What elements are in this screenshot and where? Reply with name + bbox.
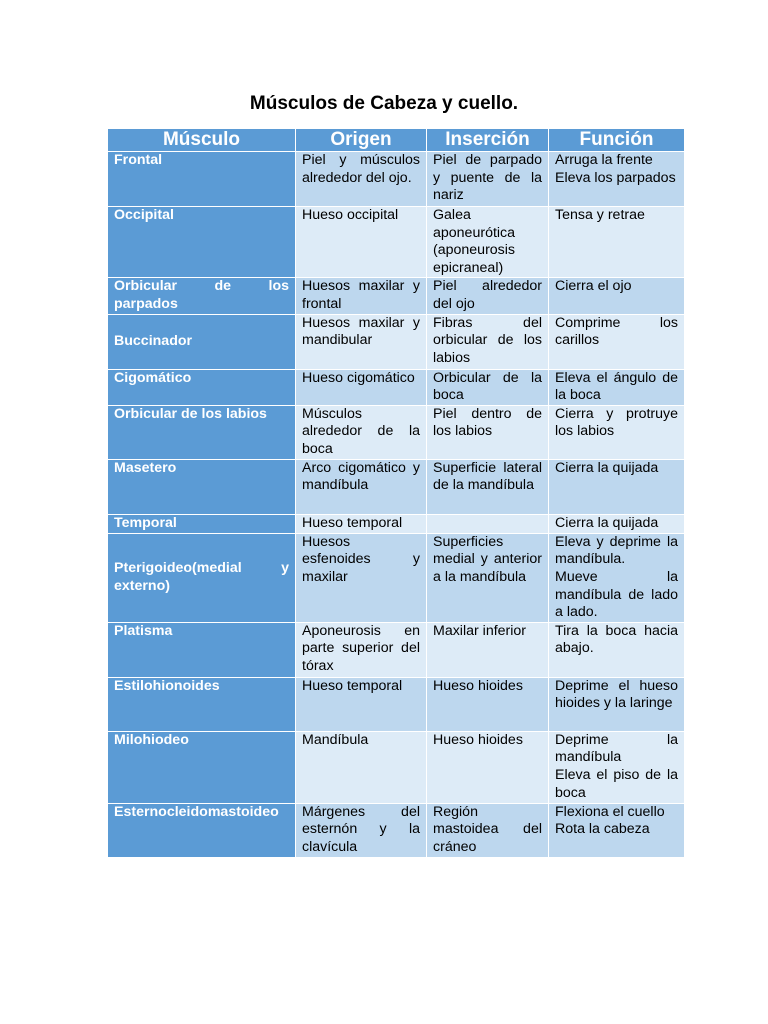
function-line: Tira la boca hacia abajo. <box>555 622 678 657</box>
function-cell <box>549 533 685 622</box>
function-line: Deprime el hueso hioides y la laringe <box>555 677 678 712</box>
origin-cell: Hueso cigomático <box>296 369 427 405</box>
column-header-origin: Origen <box>296 129 427 152</box>
table-row <box>108 152 685 207</box>
column-header-insertion: Inserción <box>427 129 549 152</box>
function-line: Cierra el ojo <box>555 278 632 295</box>
function-cell <box>549 278 685 314</box>
table-row <box>108 369 685 405</box>
muscle-name-cell: Pterigoideo(medial y externo) <box>108 533 296 622</box>
function-line: Cierra la quijada <box>555 459 659 476</box>
muscle-name-cell: Orbicular de los labios <box>108 405 296 459</box>
insertion-cell: Orbicular de la boca <box>427 369 549 405</box>
function-cell <box>549 207 685 278</box>
function-line: Eleva el piso de la boca <box>555 766 678 801</box>
muscle-name-cell: Platisma <box>108 622 296 677</box>
muscle-name-cell: Milohiodeo <box>108 731 296 803</box>
muscle-name-cell: Cigomático <box>108 369 296 405</box>
function-line: Eleva los parpados <box>555 169 676 186</box>
function-line: Eleva el ángulo de la boca <box>555 369 678 404</box>
insertion-cell: Galea aponeurótica (aponeurosis epicraneal) <box>427 207 549 278</box>
insertion-cell <box>427 514 549 533</box>
origin-cell: Arco cigomático y mandíbula <box>296 459 427 514</box>
page-title: Músculos de Cabeza y cuello. <box>249 93 519 114</box>
muscle-name-cell: Occipital <box>108 207 296 278</box>
table-row <box>108 677 685 731</box>
function-cell <box>549 514 685 533</box>
insertion-cell: Región mastoidea del cráneo <box>427 803 549 857</box>
function-line: Mueve la mandíbula de lado a lado. <box>555 568 678 621</box>
insertion-cell: Maxilar inferior <box>427 622 549 677</box>
muscle-name-cell: Esternocleidomastoideo <box>108 803 296 857</box>
function-cell <box>549 314 685 369</box>
origin-cell: Huesos maxilar y frontal <box>296 278 427 314</box>
insertion-cell: Piel de parpado y puente de la nariz <box>427 152 549 207</box>
muscle-name-cell: Frontal <box>108 152 296 207</box>
function-cell <box>549 731 685 803</box>
origin-cell: Huesos esfenoides y maxilar <box>296 533 427 622</box>
insertion-cell: Piel dentro de los labios <box>427 405 549 459</box>
origin-cell: Huesos maxilar y mandibular <box>296 314 427 369</box>
insertion-cell: Fibras del orbicular de los labios <box>427 314 549 369</box>
table-row <box>108 314 685 369</box>
table-row <box>108 207 685 278</box>
table-row <box>108 803 685 857</box>
muscle-name-cell: Masetero <box>108 459 296 514</box>
origin-cell: Hueso temporal <box>296 514 427 533</box>
table-row <box>108 405 685 459</box>
function-cell <box>549 369 685 405</box>
table-row <box>108 533 685 622</box>
function-line: Eleva y deprime la mandíbula. <box>555 533 678 568</box>
function-line: Cierra y protruye los labios <box>555 405 678 440</box>
muscle-name-cell: Orbicular de los parpados <box>108 278 296 314</box>
insertion-cell: Superficie lateral de la mandíbula <box>427 459 549 514</box>
muscles-table <box>107 128 685 858</box>
insertion-cell: Piel alrededor del ojo <box>427 278 549 314</box>
insertion-cell: Hueso hioides <box>427 731 549 803</box>
origin-cell: Mandíbula <box>296 731 427 803</box>
muscle-name-cell: Buccinador <box>108 314 296 369</box>
function-cell <box>549 677 685 731</box>
function-line: Arruga la frente <box>555 152 653 168</box>
function-cell <box>549 803 685 857</box>
muscle-name-cell: Estilohionoides <box>108 677 296 731</box>
insertion-cell: Hueso hioides <box>427 677 549 731</box>
function-line: Deprime la mandíbula <box>555 731 678 766</box>
function-line: Cierra la quijada <box>555 514 659 531</box>
origin-cell: Músculos alrededor de la boca <box>296 405 427 459</box>
function-cell <box>549 459 685 514</box>
column-header-muscle: Músculo <box>108 129 296 152</box>
origin-cell: Piel y músculos alrededor del ojo. <box>296 152 427 207</box>
column-header-function: Función <box>549 129 685 152</box>
function-line: Flexiona el cuello <box>555 803 665 820</box>
origin-cell: Márgenes del esternón y la clavícula <box>296 803 427 857</box>
function-cell <box>549 152 685 207</box>
table-row <box>108 459 685 514</box>
table-row <box>108 622 685 677</box>
function-cell <box>549 622 685 677</box>
function-cell <box>549 405 685 459</box>
muscle-name-cell: Temporal <box>108 514 296 533</box>
table-row <box>108 278 685 314</box>
table-row <box>108 731 685 803</box>
origin-cell: Hueso occipital <box>296 207 427 278</box>
origin-cell: Aponeurosis en parte superior del tórax <box>296 622 427 677</box>
function-line: Rota la cabeza <box>555 821 650 838</box>
table-row <box>108 514 685 533</box>
origin-cell: Hueso temporal <box>296 677 427 731</box>
insertion-cell: Superficies medial y anterior a la mandíbula <box>427 533 549 622</box>
function-line: Comprime los carillos <box>555 314 678 349</box>
function-line: Tensa y retrae <box>555 207 645 223</box>
table-header-row <box>108 129 685 152</box>
